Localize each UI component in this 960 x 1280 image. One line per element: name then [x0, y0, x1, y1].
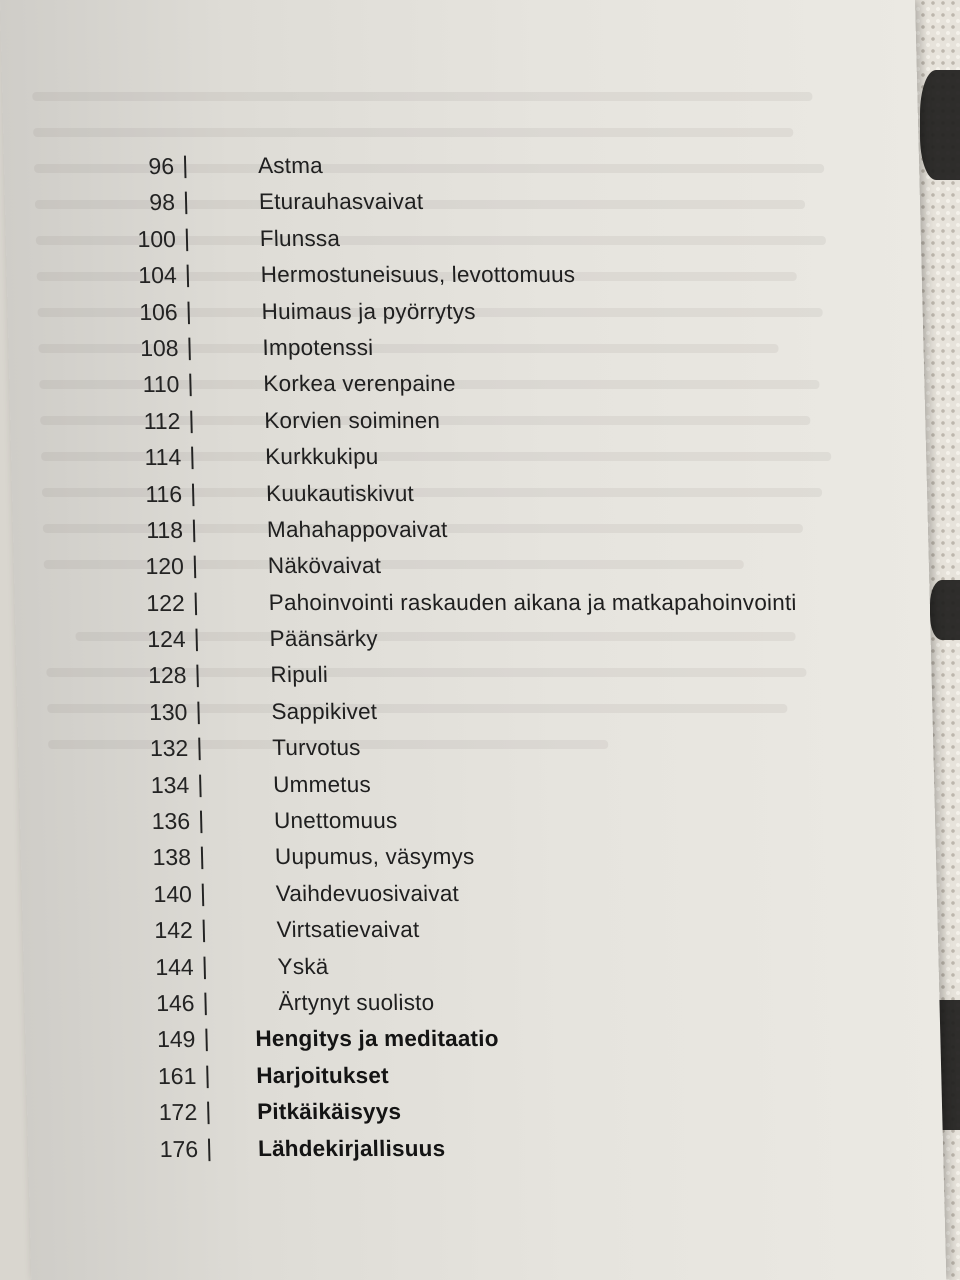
toc-separator: |	[188, 443, 196, 471]
toc-page-number: 122	[146, 589, 186, 616]
toc-page-number: 146	[155, 989, 195, 1016]
toc-entry-title: Ripuli	[270, 662, 329, 688]
toc-page-number: 172	[158, 1099, 198, 1126]
toc-separator: |	[183, 224, 191, 252]
show-through-line	[32, 92, 812, 101]
toc-entry-title: Näkövaivat	[267, 553, 382, 579]
toc-separator: |	[201, 952, 209, 980]
toc-entry-title: Huimaus ja pyörrytys	[261, 298, 476, 324]
show-through-line	[33, 128, 793, 137]
toc-entry-title: Ärtynyt suolisto	[278, 989, 435, 1015]
toc-separator: |	[203, 1061, 211, 1089]
toc-entry	[28, 1131, 869, 1167]
toc-entry-title: Eturauhasvaivat	[258, 189, 424, 215]
toc-entry	[14, 585, 855, 621]
toc-separator: |	[190, 515, 198, 543]
toc-page-number: 176	[159, 1135, 199, 1162]
toc-separator: |	[187, 370, 194, 398]
toc-entry	[5, 221, 846, 257]
toc-separator: |	[186, 333, 194, 361]
toc-entry	[10, 403, 851, 439]
toc-entry	[12, 476, 853, 512]
toc-page-number: 98	[149, 189, 176, 216]
toc-entry	[27, 1094, 868, 1130]
toc-separator: |	[182, 188, 190, 216]
toc-entry	[21, 839, 862, 875]
toc-entry-title: Turvotus	[271, 735, 361, 761]
toc-page-number: 161	[157, 1062, 197, 1089]
toc-entry-title: Kurkkukipu	[264, 444, 379, 470]
toc-separator: |	[189, 479, 197, 507]
toc-page-number: 128	[147, 662, 187, 689]
toc-entry	[17, 694, 858, 730]
toc-entry	[15, 621, 856, 657]
toc-entry-title: Lähdekirjallisuus	[257, 1135, 446, 1161]
toc-entry	[13, 512, 854, 548]
blanket-dark-pattern	[920, 70, 960, 180]
toc-separator: |	[195, 697, 202, 725]
toc-entry	[25, 1021, 866, 1057]
toc-entry-title: Astma	[257, 153, 324, 178]
toc-entry-title: Flunssa	[259, 225, 341, 251]
toc-entry	[6, 257, 847, 293]
toc-separator: |	[199, 879, 207, 907]
toc-page-number: 116	[145, 480, 183, 507]
toc-separator: |	[181, 152, 189, 179]
toc-page-number: 108	[139, 334, 179, 361]
toc-entry-title: Mahahappovaivat	[266, 516, 448, 542]
toc-entry-title: Korvien soiminen	[263, 407, 441, 433]
toc-entry	[22, 912, 863, 948]
toc-page-number: 140	[153, 880, 193, 907]
toc-separator: |	[205, 1134, 213, 1162]
toc-page-number: 149	[156, 1026, 196, 1053]
toc-entry-title: Pitkäikäisyys	[256, 1099, 402, 1125]
toc-page-number: 100	[137, 225, 177, 252]
blanket-dark-pattern	[930, 580, 960, 640]
toc-entry	[5, 184, 846, 220]
toc-separator: |	[195, 734, 203, 762]
toc-entry	[8, 330, 849, 366]
toc-entry-title: Korkea verenpaine	[263, 371, 456, 397]
toc-entry	[18, 730, 859, 766]
toc-entry-title: Yskä	[277, 953, 329, 979]
toc-separator: |	[200, 916, 208, 944]
toc-separator: |	[191, 552, 199, 580]
toc-page-number: 110	[142, 371, 180, 398]
toc-entry-title: Virtsatievaivat	[276, 917, 420, 943]
toc-separator: |	[202, 988, 210, 1016]
toc-separator: |	[187, 406, 195, 434]
toc-entry-title: Uupumus, väsymys	[274, 844, 475, 870]
toc-entry	[13, 548, 854, 584]
toc-page-number: 96	[148, 153, 175, 179]
toc-page-number: 120	[145, 553, 185, 580]
toc-page-number: 118	[145, 516, 184, 543]
toc-page-number: 114	[144, 444, 182, 471]
toc-separator: |	[198, 843, 206, 871]
toc-page-number: 134	[150, 771, 190, 798]
toc-page-number: 130	[148, 698, 188, 725]
toc-page-number: 112	[143, 407, 181, 434]
toc-page-number: 106	[138, 298, 178, 325]
toc-page-number: 124	[146, 626, 186, 653]
toc-separator: |	[192, 588, 200, 616]
toc-entry-title: Impotenssi	[262, 334, 374, 360]
toc-entry-title: Hermostuneisuus, levottomuus	[260, 262, 576, 288]
toc-page-number: 136	[151, 808, 191, 835]
toc-entry	[20, 803, 861, 839]
toc-page-number: 132	[149, 735, 189, 762]
toc-page-number: 144	[154, 953, 194, 980]
toc-entry-title: Päänsärky	[269, 626, 379, 652]
toc-separator: |	[184, 261, 192, 289]
toc-entry-title: Pahoinvointi raskauden aikana ja matkapahoinvointi	[268, 589, 797, 615]
toc-separator: |	[194, 661, 202, 689]
table-of-contents	[4, 148, 869, 1167]
toc-entry	[23, 949, 864, 985]
toc-page-number: 138	[152, 844, 192, 871]
toc-entry-title: Hengitys ja meditaatio	[255, 1026, 499, 1052]
toc-entry-title: Kuukautiskivut	[265, 480, 415, 506]
toc-separator: |	[197, 807, 205, 835]
toc-entry-title: Unettomuus	[273, 808, 398, 834]
toc-entry	[21, 876, 862, 912]
toc-entry	[16, 657, 857, 693]
toc-separator: |	[193, 625, 201, 653]
toc-entry	[24, 985, 865, 1021]
toc-entry	[9, 366, 850, 402]
toc-entry	[11, 439, 852, 475]
toc-entry	[26, 1058, 867, 1094]
toc-entry	[7, 294, 848, 330]
toc-separator: |	[196, 770, 204, 798]
toc-page-number: 142	[154, 917, 194, 944]
toc-separator: |	[185, 297, 193, 325]
toc-entry-title: Vaihdevuosivaivat	[275, 880, 460, 906]
toc-separator: |	[203, 1025, 210, 1053]
toc-entry-title: Ummetus	[272, 771, 372, 797]
toc-entry	[19, 767, 860, 803]
toc-entry	[4, 148, 845, 184]
toc-page-number: 104	[138, 262, 178, 289]
toc-separator: |	[204, 1098, 212, 1126]
toc-entry-title: Harjoitukset	[255, 1062, 390, 1088]
toc-entry-title: Sappikivet	[271, 698, 378, 724]
